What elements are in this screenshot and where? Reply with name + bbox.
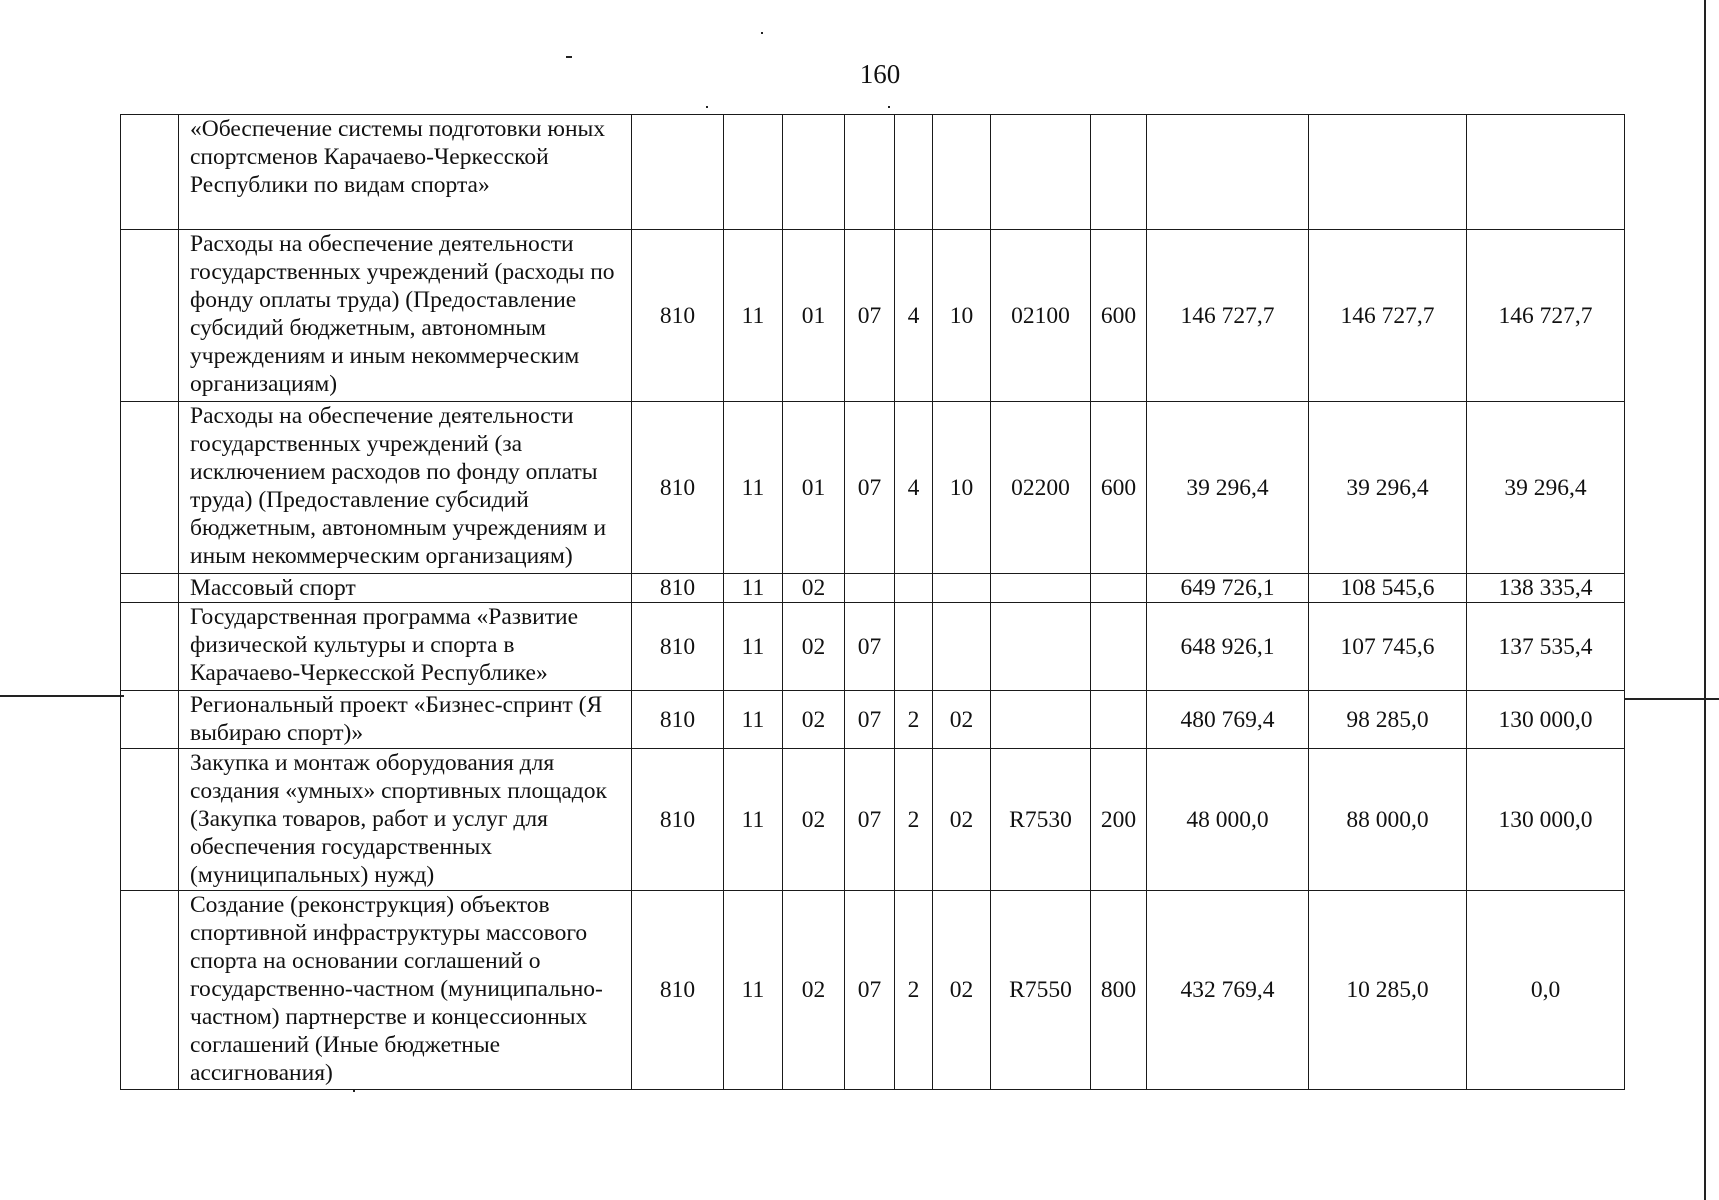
table-row xyxy=(121,230,1625,402)
expense-type-code: 200 xyxy=(1091,749,1147,891)
scan-speck xyxy=(353,1090,355,1092)
amount-year-1: 39 296,4 xyxy=(1147,402,1309,574)
amount-year-3 xyxy=(1467,115,1625,230)
subsection-code: 02 xyxy=(783,891,845,1090)
measure-code: 10 xyxy=(933,230,991,402)
scan-speck xyxy=(888,106,890,108)
table-row xyxy=(121,115,1625,230)
amount-year-3: 146 727,7 xyxy=(1467,230,1625,402)
row-number-cell xyxy=(121,691,179,749)
row-description: Закупка и монтаж оборудования для создания «умных» спортивных площадок (Закупка товаров, работ и услуг для обеспечения государственных (муниципальных) нужд) xyxy=(179,749,632,891)
amount-year-1: 146 727,7 xyxy=(1147,230,1309,402)
measure-code: 02 xyxy=(933,691,991,749)
amount-year-2: 88 000,0 xyxy=(1309,749,1467,891)
direction-code: R7550 xyxy=(991,891,1091,1090)
amount-year-3: 130 000,0 xyxy=(1467,749,1625,891)
amount-year-3: 0,0 xyxy=(1467,891,1625,1090)
page-number: 160 xyxy=(859,59,901,89)
ved-code: 810 xyxy=(632,749,724,891)
amount-year-2: 146 727,7 xyxy=(1309,230,1467,402)
section-code: 11 xyxy=(724,230,783,402)
amount-year-3: 137 535,4 xyxy=(1467,603,1625,691)
ved-code: 810 xyxy=(632,603,724,691)
ved-code xyxy=(632,115,724,230)
section-code: 11 xyxy=(724,574,783,603)
expense-type-code: 600 xyxy=(1091,230,1147,402)
amount-year-1: 48 000,0 xyxy=(1147,749,1309,891)
measure-code: 02 xyxy=(933,891,991,1090)
amount-year-1: 480 769,4 xyxy=(1147,691,1309,749)
amount-year-1: 648 926,1 xyxy=(1147,603,1309,691)
measure-code: 10 xyxy=(933,402,991,574)
section-code: 11 xyxy=(724,603,783,691)
measure-code xyxy=(933,574,991,603)
subsection-code: 02 xyxy=(783,574,845,603)
amount-year-2: 39 296,4 xyxy=(1309,402,1467,574)
row-number-cell xyxy=(121,230,179,402)
amount-year-3: 39 296,4 xyxy=(1467,402,1625,574)
row-description: Расходы на обеспечение деятельности государственных учреждений (расходы по фонду оплаты труда) (Предоставление субсидий бюджетным, автономным учреждениям и иным некоммерческим организациям) xyxy=(179,230,632,402)
subsection-code xyxy=(783,115,845,230)
table-row xyxy=(121,603,1625,691)
program-code: 07 xyxy=(845,891,895,1090)
scan-fold-line-left xyxy=(0,695,124,697)
expense-type-code xyxy=(1091,115,1147,230)
row-number-cell xyxy=(121,115,179,230)
amount-year-2: 98 285,0 xyxy=(1309,691,1467,749)
amount-year-2: 107 745,6 xyxy=(1309,603,1467,691)
program-code xyxy=(845,115,895,230)
subprogram-code: 2 xyxy=(895,891,933,1090)
row-number-cell xyxy=(121,749,179,891)
expense-type-code: 600 xyxy=(1091,402,1147,574)
ved-code: 810 xyxy=(632,402,724,574)
row-description: Создание (реконструкция) объектов спортивной инфраструктуры массового спорта на основании соглашений о государственно-частном (муниципально-частном) партнерстве и концессионных соглашений (Иные бюджетные ассигнования) xyxy=(179,891,632,1090)
section-code: 11 xyxy=(724,749,783,891)
table-row xyxy=(121,691,1625,749)
row-description: Расходы на обеспечение деятельности государственных учреждений (за исключением расходов по фонду оплаты труда) (Предоставление субсидий бюджетным, автономным учреждениям и иным некоммерческим организациям) xyxy=(179,402,632,574)
row-description: Государственная программа «Развитие физической культуры и спорта в Карачаево-Черкесской Республике» xyxy=(179,603,632,691)
amount-year-1: 649 726,1 xyxy=(1147,574,1309,603)
amount-year-3: 130 000,0 xyxy=(1467,691,1625,749)
subsection-code: 02 xyxy=(783,749,845,891)
measure-code: 02 xyxy=(933,749,991,891)
ved-code: 810 xyxy=(632,891,724,1090)
direction-code: 02200 xyxy=(991,402,1091,574)
subprogram-code: 2 xyxy=(895,749,933,891)
subprogram-code xyxy=(895,603,933,691)
amount-year-2: 10 285,0 xyxy=(1309,891,1467,1090)
direction-code xyxy=(991,691,1091,749)
measure-code xyxy=(933,115,991,230)
row-description: «Обеспечение системы подготовки юных спортсменов Карачаево-Черкесской Республики по видам спорта» xyxy=(179,115,632,230)
scan-speck xyxy=(566,56,572,58)
program-code: 07 xyxy=(845,603,895,691)
row-number-cell xyxy=(121,402,179,574)
subprogram-code xyxy=(895,115,933,230)
row-number-cell xyxy=(121,574,179,603)
amount-year-1: 432 769,4 xyxy=(1147,891,1309,1090)
amount-year-2 xyxy=(1309,115,1467,230)
section-code xyxy=(724,115,783,230)
scan-speck xyxy=(706,106,708,108)
ved-code: 810 xyxy=(632,574,724,603)
scan-edge-line xyxy=(1704,0,1706,1200)
amount-year-1 xyxy=(1147,115,1309,230)
program-code: 07 xyxy=(845,230,895,402)
subprogram-code: 4 xyxy=(895,230,933,402)
section-code: 11 xyxy=(724,891,783,1090)
amount-year-3: 138 335,4 xyxy=(1467,574,1625,603)
ved-code: 810 xyxy=(632,691,724,749)
program-code: 07 xyxy=(845,402,895,574)
direction-code xyxy=(991,574,1091,603)
row-description: Региональный проект «Бизнес-спринт (Я выбираю спорт)» xyxy=(179,691,632,749)
table-row xyxy=(121,749,1625,891)
table-row xyxy=(121,402,1625,574)
subsection-code: 01 xyxy=(783,230,845,402)
expense-type-code: 800 xyxy=(1091,891,1147,1090)
subprogram-code xyxy=(895,574,933,603)
row-number-cell xyxy=(121,891,179,1090)
expense-type-code xyxy=(1091,574,1147,603)
direction-code xyxy=(991,115,1091,230)
subsection-code: 01 xyxy=(783,402,845,574)
subprogram-code: 2 xyxy=(895,691,933,749)
table-row xyxy=(121,574,1625,603)
section-code: 11 xyxy=(724,402,783,574)
direction-code xyxy=(991,603,1091,691)
program-code: 07 xyxy=(845,691,895,749)
direction-code: 02100 xyxy=(991,230,1091,402)
scan-speck xyxy=(761,32,763,34)
table-row xyxy=(121,891,1625,1090)
subsection-code: 02 xyxy=(783,603,845,691)
subprogram-code: 4 xyxy=(895,402,933,574)
row-description: Массовый спорт xyxy=(179,574,632,603)
measure-code xyxy=(933,603,991,691)
direction-code: R7530 xyxy=(991,749,1091,891)
budget-table xyxy=(120,114,1625,1090)
row-number-cell xyxy=(121,603,179,691)
program-code: 07 xyxy=(845,749,895,891)
amount-year-2: 108 545,6 xyxy=(1309,574,1467,603)
expense-type-code xyxy=(1091,603,1147,691)
program-code xyxy=(845,574,895,603)
subsection-code: 02 xyxy=(783,691,845,749)
ved-code: 810 xyxy=(632,230,724,402)
section-code: 11 xyxy=(724,691,783,749)
expense-type-code xyxy=(1091,691,1147,749)
